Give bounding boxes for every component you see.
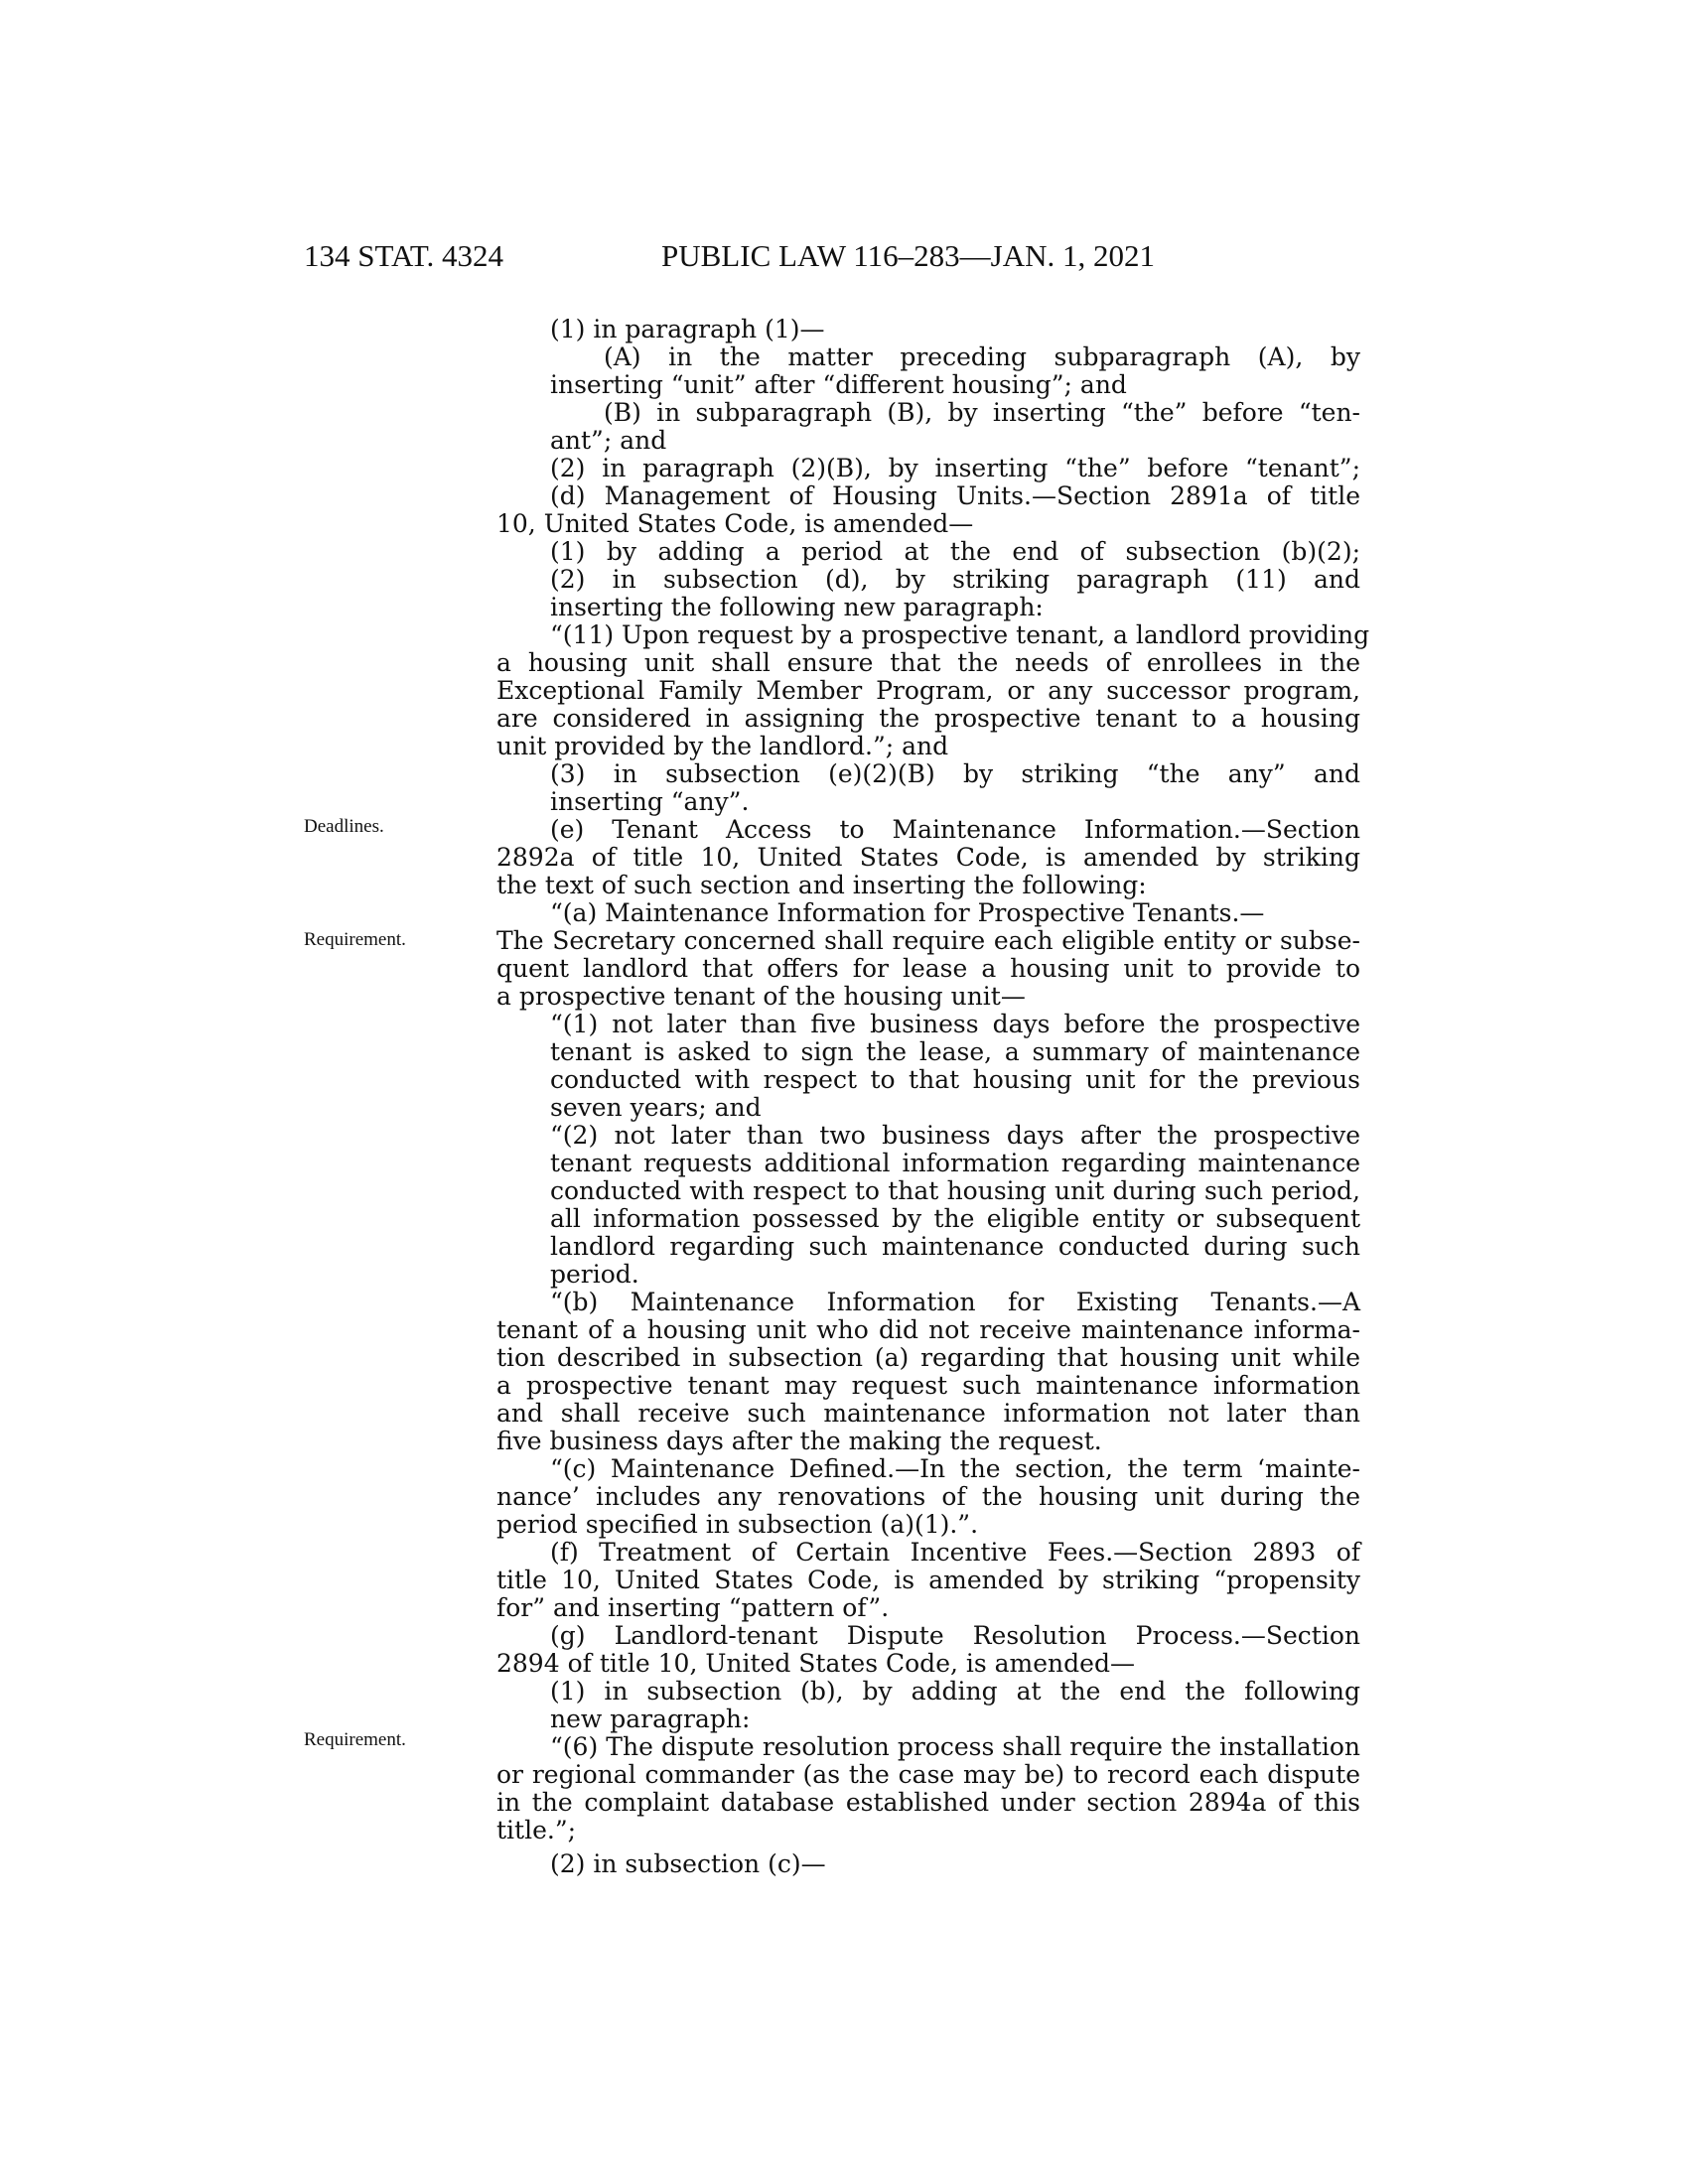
text-line: title.”;: [496, 1816, 577, 1844]
text-line: “(2) not later than two business days after the prospective: [550, 1121, 1360, 1150]
text-line: (e) Tenant Access to Maintenance Information.—Section: [550, 815, 1360, 844]
margin-note-requirement-1: Requirement.: [304, 929, 406, 950]
text-line: (1) in subsection (b), by adding at the end the following: [550, 1677, 1360, 1706]
text-line: period specified in subsection (a)(1).”.: [496, 1510, 979, 1539]
text-line: are considered in assigning the prospective tenant to a housing: [496, 704, 1360, 733]
page-header: [304, 238, 1366, 278]
text-line: (d) Management of Housing Units.—Section 2891a of title: [550, 481, 1360, 510]
text-line: and shall receive such maintenance information not later than: [496, 1399, 1360, 1428]
text-line: title 10, United States Code, is amended by striking “propensity: [496, 1566, 1360, 1594]
law-title: PUBLIC LAW 116–283—JAN. 1, 2021: [661, 238, 1155, 273]
text-line: a prospective tenant may request such maintenance information: [496, 1371, 1360, 1400]
text-line: “(c) Maintenance Defined.—In the section, the term ‘mainte-: [550, 1454, 1360, 1483]
text-line: “(1) not later than five business days before the prospective: [550, 1010, 1360, 1038]
body-text: [496, 315, 1370, 1878]
text-line: conducted with respect to that housing unit for the previous: [550, 1065, 1360, 1094]
text-line: “(b) Maintenance Information for Existing Tenants.—A: [550, 1288, 1360, 1316]
text-line: 2894 of title 10, United States Code, is amended—: [496, 1649, 1135, 1678]
text-line: ant”; and: [550, 426, 667, 455]
text-line: “(a) Maintenance Information for Prospective Tenants.—: [550, 898, 1265, 927]
text-line: “(6) The dispute resolution process shall require the installation: [550, 1732, 1360, 1761]
margin-note-deadlines: Deadlines.: [304, 816, 384, 837]
text-line: five business days after the making the request.: [496, 1427, 1102, 1455]
text-line: tenant requests additional information regarding maintenance: [550, 1149, 1360, 1177]
text-line: inserting “unit” after “different housing”; and: [550, 370, 1127, 399]
text-line: tenant is asked to sign the lease, a summary of maintenance: [550, 1037, 1360, 1066]
text-line: for” and inserting “pattern of”.: [496, 1593, 890, 1622]
text-line: (2) in subsection (d), by striking paragraph (11) and: [550, 565, 1360, 594]
text-line: the text of such section and inserting the following:: [496, 871, 1147, 899]
text-line: seven years; and: [550, 1093, 762, 1122]
text-line: a prospective tenant of the housing unit—: [496, 982, 1026, 1011]
text-line: nance’ includes any renovations of the housing unit during the: [496, 1482, 1360, 1511]
text-line: or regional commander (as the case may be) to record each dispute: [496, 1760, 1360, 1789]
text-line: (B) in subparagraph (B), by inserting “the” before “ten-: [604, 398, 1360, 427]
text-line: (2) in subsection (c)—: [550, 1849, 826, 1878]
text-line: 10, United States Code, is amended—: [496, 509, 974, 538]
stat-reference: 134 STAT. 4324: [304, 238, 504, 273]
text-line: (A) in the matter preceding subparagraph (A), by: [604, 342, 1360, 371]
text-line: (2) in paragraph (2)(B), by inserting “the” before “tenant”;: [550, 454, 1360, 482]
text-line: The Secretary concerned shall require each eligible entity or subse-: [496, 926, 1360, 955]
text-line: (3) in subsection (e)(2)(B) by striking “the any” and: [550, 759, 1360, 788]
text-line: a housing unit shall ensure that the needs of enrollees in the: [496, 648, 1360, 677]
text-line: Exceptional Family Member Program, or any successor program,: [496, 676, 1360, 705]
text-line: tion described in subsection (a) regarding that housing unit while: [496, 1343, 1360, 1372]
text-line: in the complaint database established under section 2894a of this: [496, 1788, 1360, 1817]
text-line: (1) by adding a period at the end of subsection (b)(2);: [550, 537, 1360, 566]
text-line: unit provided by the landlord.”; and: [496, 732, 949, 760]
margin-note-requirement-2: Requirement.: [304, 1729, 406, 1750]
text-line: conducted with respect to that housing unit during such period,: [550, 1176, 1360, 1205]
text-line: landlord regarding such maintenance conducted during such: [550, 1232, 1360, 1261]
text-line: inserting “any”.: [550, 787, 750, 816]
text-line: “(11) Upon request by a prospective tenant, a landlord providing: [550, 620, 1370, 649]
text-line: new paragraph:: [550, 1705, 751, 1733]
text-line: tenant of a housing unit who did not receive maintenance informa-: [496, 1315, 1360, 1344]
text-line: 2892a of title 10, United States Code, is amended by striking: [496, 843, 1360, 872]
text-line: quent landlord that offers for lease a housing unit to provide to: [496, 954, 1360, 983]
text-line: period.: [550, 1260, 639, 1289]
text-line: (g) Landlord-tenant Dispute Resolution Process.—Section: [550, 1621, 1360, 1650]
text-line: (f) Treatment of Certain Incentive Fees.—Section 2893 of: [550, 1538, 1360, 1567]
text-line: all information possessed by the eligible entity or subsequent: [550, 1204, 1360, 1233]
text-line: (1) in paragraph (1)—: [550, 315, 825, 343]
text-line: inserting the following new paragraph:: [550, 593, 1044, 621]
